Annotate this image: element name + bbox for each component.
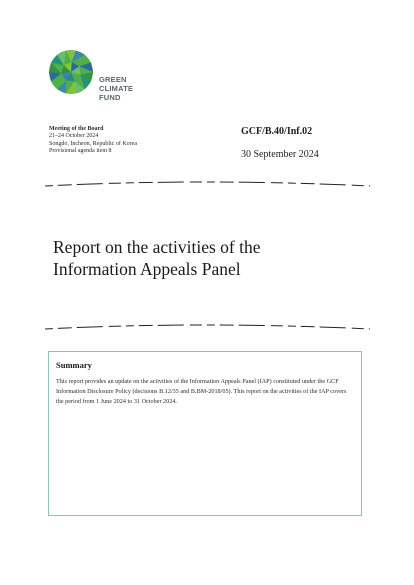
org-name-line-3: FUND [99,93,121,102]
document-reference: GCF/B.40/Inf.02 [241,126,313,137]
org-name-line-1: GREEN [99,75,127,84]
gcf-logo [48,48,148,100]
meeting-agenda: Provisional agenda item 8 [49,147,112,154]
meeting-location: Songdo, Incheon, Republic of Korea [49,140,137,147]
document-date: 30 September 2024 [241,149,319,160]
organization-name [99,75,133,102]
org-name-line-2: CLIMATE [99,84,134,93]
meeting-info [49,126,137,155]
summary-box [48,351,362,516]
summary-heading: Summary [56,360,92,370]
title-line-2: Information Appeals Panel [53,259,241,279]
bottom-divider [0,321,414,335]
globe-logo-icon [48,48,94,96]
summary-body: This report provides an update on the activities of the Information Appeals Panel (IAP) constituted under the GCF Information Disclosure Policy (decisions B.12/35 and B.BM-2018/05). This report on the activities of the IAP covers the period from 1 June 2024 to 31 October 2024. [56,378,347,405]
meeting-heading: Meeting of the Board [49,126,104,132]
top-divider [0,178,414,192]
document-title [53,236,373,280]
meeting-dates: 21–24 October 2024 [49,133,99,140]
title-line-1: Report on the activities of the [53,237,261,257]
